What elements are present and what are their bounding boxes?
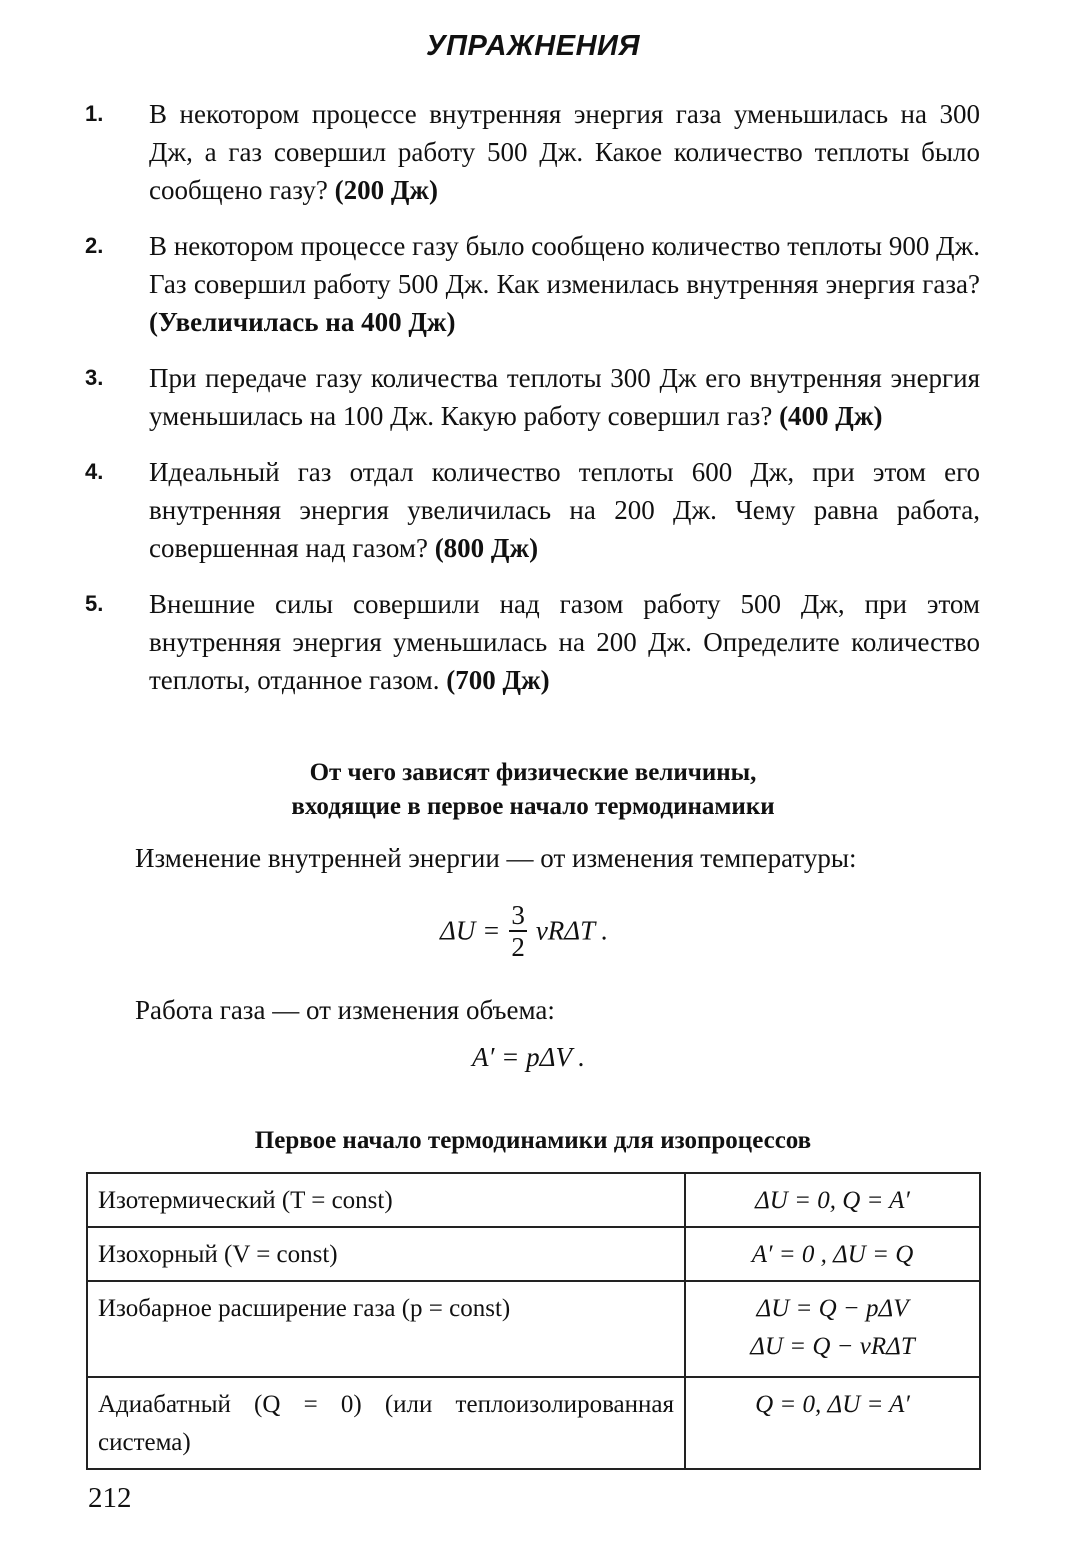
exercise-item	[85, 585, 980, 699]
formula-line: ΔU = Q − pΔV	[756, 1295, 909, 1322]
exercise-text: В некотором процессе газу было сообщено количество теплоты 900 Дж. Газ совершил работу 500 Дж. Как изменилась внутренняя энергия газа? (Увеличилась на 400 Дж)	[149, 231, 980, 337]
table-row	[87, 1227, 980, 1281]
formula-lhs: ΔU =	[440, 915, 501, 946]
page-number: 212	[88, 1482, 132, 1514]
formula-cell	[685, 1281, 980, 1377]
formula-cell	[685, 1227, 980, 1281]
formula-rhs: νRΔT .	[535, 915, 609, 946]
exercise-number: 1.	[85, 101, 104, 126]
exercise-number: 2.	[85, 233, 104, 258]
exercise-text: Идеальный газ отдал количество теплоты 600 Дж, при этом его внутренняя энергия увеличилась на 200 Дж. Чему равна работа, совершенная над газом? (800 Дж)	[149, 457, 980, 563]
fraction	[509, 900, 527, 962]
process-cell: Изохорный (V = const)	[87, 1227, 685, 1281]
work-paragraph: Работа газа — от изменения объема:	[135, 995, 555, 1025]
formula-line: A′ = 0 , ΔU = Q	[751, 1241, 914, 1268]
exercise-text: Внешние силы совершили над газом работу 500 Дж, при этом внутренняя энергия уменьшилась на 200 Дж. Определите количество теплоты, отданное газом. (700 Дж)	[149, 589, 980, 695]
section-title-line1: От чего зависят физические величины,	[309, 759, 757, 786]
fraction-denominator: 2	[511, 932, 525, 962]
exercise-item	[85, 453, 980, 567]
table-title: Первое начало термодинамики для изопроцессов	[254, 1127, 812, 1154]
exercise-answer: (200 Дж)	[334, 175, 438, 205]
exercise-text: В некотором процессе внутренняя энергия газа уменьшилась на 300 Дж, а газ совершил работу 500 Дж. Какое количество теплоты было сообщено газу? (200 Дж)	[149, 99, 980, 205]
section-title-line2: входящие в первое начало термодинамики	[291, 793, 775, 820]
exercise-answer: (Увеличилась на 400 Дж)	[149, 307, 456, 337]
exercise-answer: (400 Дж)	[779, 401, 883, 431]
internal-energy-formula	[440, 900, 608, 962]
table-row	[87, 1281, 980, 1377]
formula-line: ΔU = 0, Q = A′	[755, 1187, 910, 1214]
fraction-numerator: 3	[511, 900, 525, 930]
exercise-answer: (700 Дж)	[446, 665, 550, 695]
exercise-item	[85, 227, 980, 341]
exercise-answer: (800 Дж)	[434, 533, 539, 563]
isoprocess-table	[86, 1172, 981, 1470]
exercise-number: 4.	[85, 459, 104, 484]
exercise-number: 3.	[85, 365, 104, 390]
exercise-number: 5.	[85, 591, 104, 616]
process-cell: Изотермический (T = const)	[87, 1173, 685, 1227]
table-row	[87, 1377, 980, 1469]
work-formula: A′ = pΔV .	[472, 1042, 585, 1072]
page-header: УПРАЖНЕНИЯ	[425, 30, 641, 62]
process-cell: Адиабатный (Q = 0) (или теплоизолированная система)	[87, 1377, 685, 1469]
formula-cell	[685, 1377, 980, 1469]
exercise-item	[85, 95, 980, 209]
formula-line: ΔU = Q − νRΔT	[750, 1333, 915, 1360]
internal-energy-paragraph: Изменение внутренней энергии — от изменения температуры:	[135, 843, 857, 873]
process-cell: Изобарное расширение газа (p = const)	[87, 1281, 685, 1377]
formula-cell	[685, 1173, 980, 1227]
table-row	[87, 1173, 980, 1227]
exercise-list	[85, 95, 980, 717]
exercise-item	[85, 359, 980, 435]
formula-line: Q = 0, ΔU = A′	[755, 1391, 910, 1418]
exercise-text: При передаче газу количества теплоты 300 Дж его внутренняя энергия уменьшилась на 100 Дж. Какую работу совершил газ? (400 Дж)	[149, 363, 980, 431]
